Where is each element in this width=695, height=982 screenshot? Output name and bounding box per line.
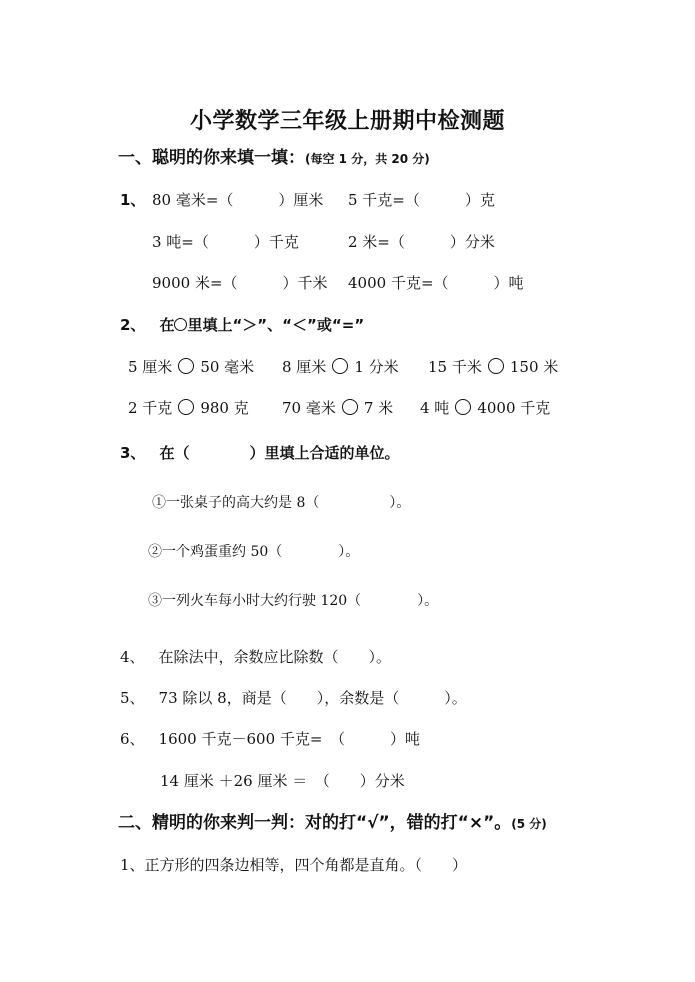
- q1-row1-item1: 80 毫米=（ ）厘米: [152, 191, 324, 209]
- question-4-number: 4、: [120, 648, 145, 666]
- compare-circle-input[interactable]: [455, 399, 471, 415]
- compare-right: 4000 千克: [477, 399, 551, 417]
- q3-item-2: ②一个鸡蛋重约 50（ ）。: [148, 544, 360, 560]
- section-2-heading: [118, 813, 547, 834]
- q1-row3-item2: 4000 千克=（ ）吨: [348, 274, 524, 292]
- compare-right: 1 分米: [354, 358, 399, 376]
- compare-row-1: [0, 357, 695, 377]
- compare-circle-input[interactable]: [178, 358, 194, 374]
- question-3-number: 3、: [120, 444, 146, 462]
- circle-icon: [174, 318, 187, 331]
- q2-post-text: 里填上“＞”、“＜”或“=”: [187, 316, 365, 334]
- page-title: 小学数学三年级上册期中检测题: [189, 109, 505, 134]
- section-2-score: (5 分): [511, 817, 547, 831]
- compare-right: 7 米: [363, 399, 394, 417]
- question-4-text: 在除法中，余数应比除数（ ）。: [158, 648, 392, 666]
- section-2-title: 二、精明的你来判一判：对的打“√”，错的打“×”。: [118, 813, 512, 833]
- compare-left: 4 吨: [420, 399, 450, 417]
- compare-circle-input[interactable]: [342, 399, 358, 415]
- question-4: [120, 647, 391, 667]
- question-1-number: 1、: [120, 191, 146, 209]
- compare-item: [128, 398, 249, 418]
- q3-item-1: ①一张桌子的高大约是 8（ ）。: [152, 495, 411, 511]
- compare-right: 980 克: [200, 399, 249, 417]
- question-2-number: 2、: [120, 316, 146, 334]
- compare-right: 150 米: [509, 358, 559, 376]
- q3-item-3: ③一列火车每小时大约行驶 120（ ）。: [148, 593, 439, 609]
- question-6: [120, 729, 420, 749]
- section-1-title: 一、聪明的你来填一填：: [118, 148, 305, 168]
- compare-right: 50 毫米: [200, 358, 255, 376]
- compare-item: [420, 398, 550, 418]
- compare-left: 15 千米: [428, 358, 482, 376]
- compare-item: [282, 398, 393, 418]
- compare-left: 70 毫米: [282, 399, 336, 417]
- q2-pre-text: 在: [159, 316, 175, 334]
- compare-circle-input[interactable]: [488, 358, 504, 374]
- compare-left: 5 厘米: [128, 358, 173, 376]
- q1-row2-item2: 2 米=（ ）分米: [348, 233, 495, 251]
- section-2-question-1: 1、正方形的四条边相等，四个角都是直角。（ ）: [120, 856, 468, 874]
- compare-item: [128, 357, 254, 377]
- question-5-number: 5、: [120, 689, 145, 707]
- compare-row-2: [0, 398, 695, 418]
- q1-row2-item1: 3 吨=（ ）千克: [152, 233, 299, 251]
- compare-left: 8 厘米: [282, 358, 327, 376]
- question-2-header: [120, 315, 364, 335]
- compare-circle-input[interactable]: [178, 399, 194, 415]
- q1-row3-item1: 9000 米=（ ）千米: [152, 274, 328, 292]
- question-6-number: 6、: [120, 730, 145, 748]
- section-1-heading: [118, 148, 430, 169]
- compare-item: [282, 357, 399, 377]
- compare-item: [428, 357, 558, 377]
- question-3-header: [120, 443, 399, 463]
- compare-circle-input[interactable]: [332, 358, 348, 374]
- q1-row1-item2: 5 千克=（ ）克: [348, 191, 495, 209]
- question-5-text: 73 除以 8，商是（ ），余数是（ ）。: [158, 689, 467, 707]
- section-1-score: (每空 1 分，共 20 分): [305, 152, 430, 166]
- question-5: [120, 688, 467, 708]
- question-3-text: 在（ ）里填上合适的单位。: [159, 444, 400, 462]
- compare-left: 2 千克: [128, 399, 173, 417]
- question-6-row-1: 1600 千克－600 千克= （ ）吨: [158, 730, 420, 748]
- question-6-row-2: 14 厘米 ＋26 厘米 ＝ （ ）分米: [160, 772, 405, 790]
